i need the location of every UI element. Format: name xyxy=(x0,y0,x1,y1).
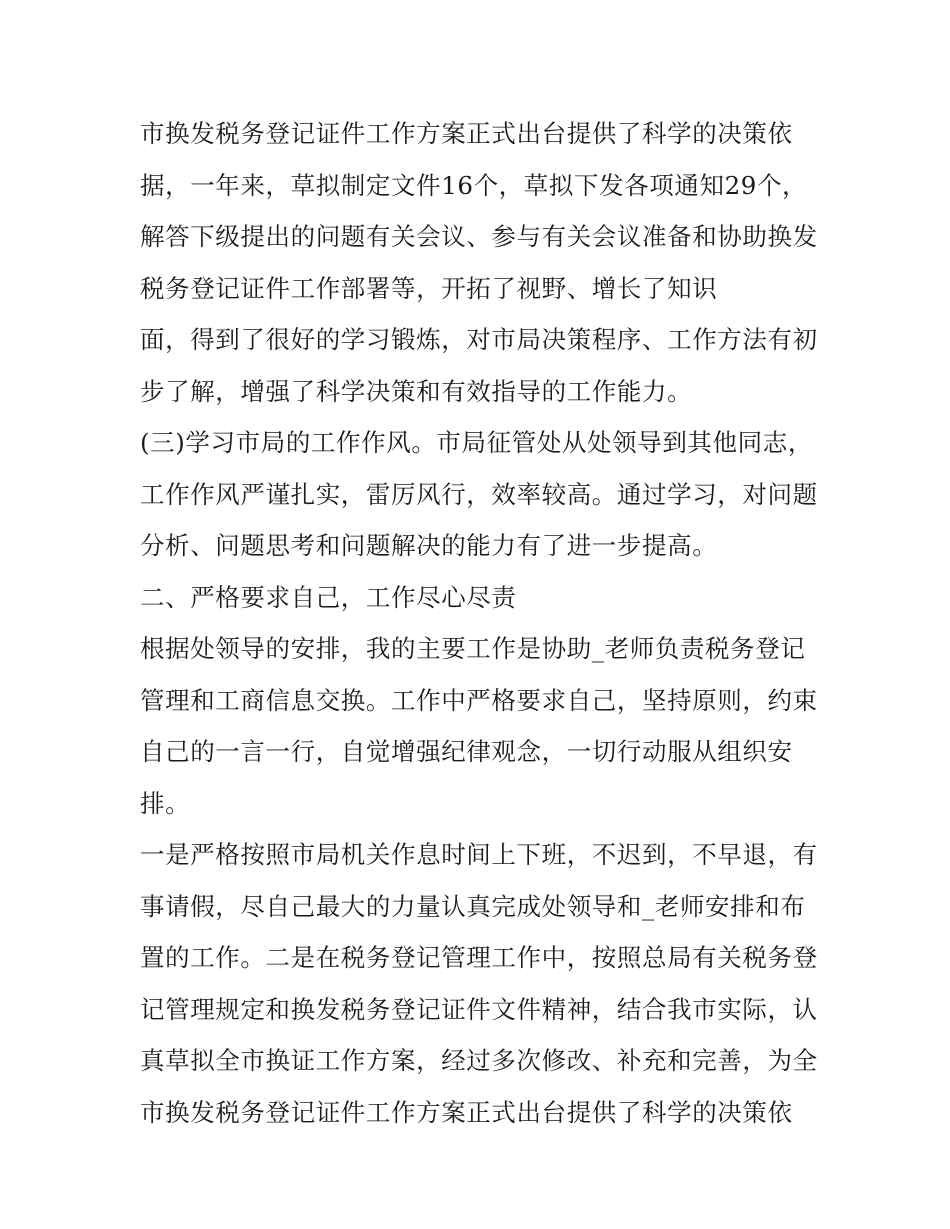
text-line: 根据处领导的安排，我的主要工作是协助_老师负责税务登记 xyxy=(140,634,806,663)
text-line: 管理和工商信息交换。工作中严格要求自己，坚持原则，约束 xyxy=(140,685,818,715)
section-heading: 二、严格要求自己，工作尽心尽责 xyxy=(140,582,517,612)
text-line: 市换发税务登记证件工作方案正式出台提供了科学的决策依 xyxy=(140,119,793,148)
text-line: 分析、问题思考和问题解决的能力有了进一步提高。 xyxy=(140,531,718,560)
text-line: 市换发税务登记证件工作方案正式出台提供了科学的决策依 xyxy=(140,1097,793,1127)
document-body xyxy=(140,108,830,1138)
text-line: 工作作风严谨扎实，雷厉风行，效率较高。通过学习，对问题 xyxy=(140,479,818,509)
text-line: 记管理规定和换发税务登记证件文件精神，结合我市实际，认 xyxy=(140,994,818,1024)
text-line: 事请假，尽自己最大的力量认真完成处领导和_老师安排和布 xyxy=(140,891,806,921)
text-line: 解答下级提出的问题有关会议、参与有关会议准备和协助换发 xyxy=(140,222,818,251)
text-line: 一是严格按照市局机关作息时间上下班，不迟到，不早退，有 xyxy=(140,840,818,869)
text-line: 步了解，增强了科学决策和有效指导的工作能力。 xyxy=(140,376,693,406)
text-line: 自己的一言一行，自觉增强纪律观念，一切行动服从组织安 xyxy=(140,737,793,766)
text-line: 真草拟全市换证工作方案，经过多次修改、补充和完善，为全 xyxy=(140,1046,818,1075)
text-line: 面，得到了很好的学习锻炼，对市局决策程序、工作方法有初 xyxy=(140,325,818,354)
text-line: 置的工作。二是在税务登记管理工作中，按照总局有关税务登 xyxy=(140,943,818,972)
text-line: (三)学习市局的工作作风。市局征管处从处领导到其他同志， xyxy=(140,428,813,457)
text-line: 排。 xyxy=(140,788,191,818)
text-line: 据，一年来，草拟制定文件16个，草拟下发各项通知29个， xyxy=(140,170,808,200)
text-line: 税务登记证件工作部署等，开拓了视野、增长了知识 xyxy=(140,273,718,303)
